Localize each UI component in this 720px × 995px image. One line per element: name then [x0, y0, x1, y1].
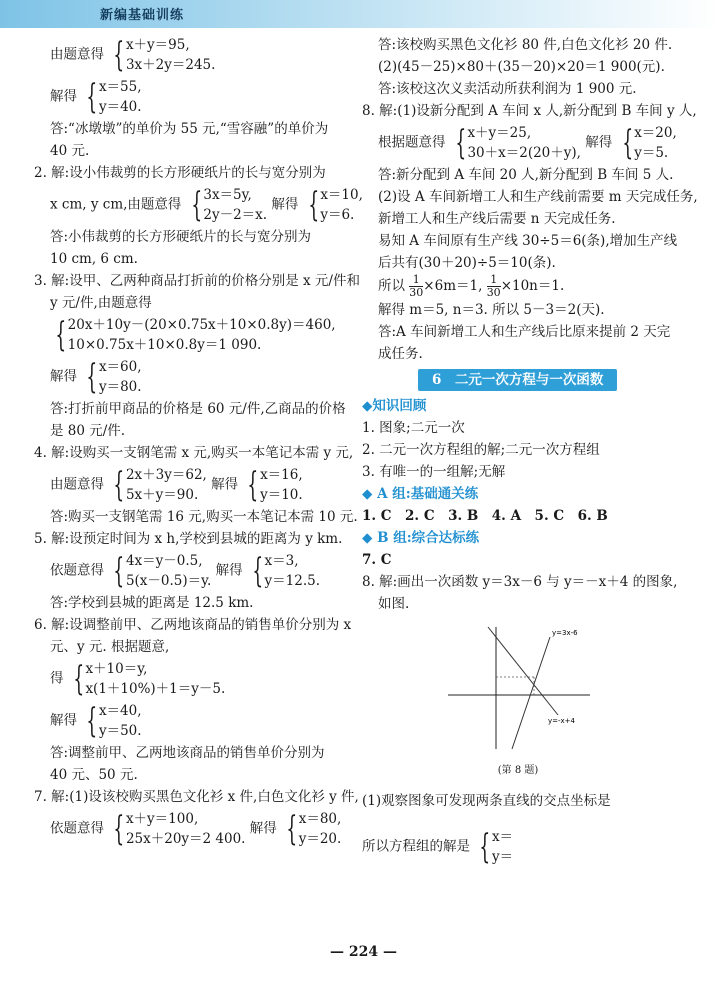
eq: y＝: [491, 849, 514, 865]
text: ×6m＝1,: [423, 278, 483, 294]
question-3: 3. 解:设甲、乙两种商品打折前的价格分别是 x 元/件和: [34, 273, 360, 289]
answer: 40 元.: [50, 143, 90, 159]
equation-system: { x＝60, y＝80.: [86, 357, 142, 397]
answer: 答:学校到县城的距离是 12.5 km.: [50, 595, 254, 611]
text: 所以方程组的解是: [362, 838, 470, 855]
text: 3. 有唯一的一组解;无解: [362, 464, 506, 480]
text: 2. 二元一次方程组的解;二元一次方程组: [362, 442, 600, 458]
answer: 答:调整前甲、乙两地该商品的销售单价分别为: [50, 745, 325, 761]
line-label: y=3x-6: [552, 629, 578, 637]
eq: 20x＋10y－(20×0.75x＋10×0.8y)＝460,: [67, 317, 336, 333]
eq: 3x＋2y＝245.: [125, 57, 216, 73]
question-5: 5. 解:设预定时间为 x h,学校到县城的距离为 y km.: [34, 531, 343, 547]
text: 解得: [50, 368, 77, 385]
eq: 5x＋y＝90.: [125, 487, 199, 503]
equation-system: { 3x＝5y, 2y－2＝x.: [191, 185, 268, 225]
eq: y＝10.: [260, 487, 303, 503]
equation-system: { x＋y＝100, 25x＋20y＝2 400.: [113, 809, 246, 849]
answer: 答:打折前甲商品的价格是 60 元/件,乙商品的价格: [50, 401, 346, 417]
answers: 1. C 2. C 3. B 4. A 5. C 6. B: [362, 508, 608, 524]
book-title: 新编基础训练: [100, 8, 185, 23]
text: y 元/件,由题意得: [50, 295, 152, 311]
answer: 10 cm, 6 cm.: [50, 251, 138, 267]
denominator: 30: [409, 286, 424, 299]
right-column: [362, 34, 698, 868]
eq: x＝40,: [98, 703, 142, 719]
text: 由题意得: [50, 46, 104, 63]
answer: 答:新分配到 A 车间 20 人,新分配到 B 车间 5 人.: [378, 167, 674, 183]
text: 新增工人和生产线后需要 n 天完成任务.: [378, 211, 616, 227]
text: 易知 A 车间原有生产线 30÷5＝6(条),增加生产线: [378, 233, 678, 249]
eq: x＝16,: [260, 467, 303, 483]
eq: y＝80.: [98, 379, 142, 395]
text: 解得 m＝5, n＝3. 所以 5－3＝2(天).: [378, 302, 605, 318]
eq: x(1＋10%)＋1＝y－5.: [85, 681, 226, 697]
answers: 7. C: [362, 552, 392, 568]
equation-system: { x＝40, y＝50.: [86, 701, 142, 741]
eq: x＝3,: [264, 553, 299, 569]
text: 得: [50, 670, 64, 687]
answer: 答:该校购买黑色文化衫 80 件,白色文化衫 20 件.: [378, 37, 673, 53]
denominator: 30: [486, 286, 501, 299]
equation-system: { x＝20, y＝5.: [621, 123, 677, 163]
eq: 2y－2＝x.: [203, 207, 268, 223]
question-7: 7. 解:(1)设该校购买黑色文化衫 x 件,白色文化衫 y 件,: [34, 789, 359, 805]
subhead: ◆知识回顾: [362, 398, 427, 414]
eq: y＝5.: [634, 145, 669, 161]
line-y-neg-x-4: [488, 627, 558, 715]
eq: x＝55,: [98, 79, 142, 95]
fraction: [409, 274, 423, 299]
text: 依题意得: [50, 820, 104, 837]
eq: y＝6.: [320, 207, 355, 223]
text: 解得: [50, 712, 77, 729]
eq: 2x＋3y＝62,: [125, 467, 207, 483]
equation-system: { x＝80, y＝20.: [286, 809, 342, 849]
text: ×10n＝1.: [500, 278, 565, 294]
text: (2)(45－25)×80＋(35－20)×20＝1 900(元).: [378, 59, 665, 75]
text: 所以: [378, 278, 405, 294]
equation-system: { x＋y＝95, 3x＋2y＝245.: [113, 35, 216, 75]
answer: 答:“冰墩墩”的单价为 55 元,“雪容融”的单价为: [50, 121, 329, 137]
subhead: ◆ A 组:基础通关练: [362, 486, 479, 502]
text: 解得: [585, 134, 613, 151]
left-column: [34, 34, 363, 850]
eq: x＋y＝95,: [125, 37, 190, 53]
eq: 5(x－0.5)＝y.: [125, 573, 212, 589]
eq: y＝50.: [98, 723, 142, 739]
equation-system: { 4x＝y－0.5, 5(x－0.5)＝y.: [113, 551, 212, 591]
equation-system: { x＝10, y＝6.: [308, 185, 363, 225]
text: 元、y 元. 根据题意,: [50, 639, 170, 655]
eq: x＝60,: [98, 359, 142, 375]
header-banner: [0, 0, 720, 28]
text: 解得: [271, 196, 299, 213]
question-6: 6. 解:设调整前甲、乙两地该商品的销售单价分别为 x: [34, 617, 352, 633]
text: 后共有(30＋20)÷5＝10(条).: [378, 255, 556, 271]
eq: x＝10,: [320, 187, 363, 203]
text: 8. 解:画出一次函数 y＝3x－6 与 y＝－x＋4 的图象,: [362, 574, 678, 590]
text: 解得: [211, 476, 239, 493]
page-number: — 224 —: [330, 944, 397, 960]
eq: x＋10＝y,: [85, 661, 148, 677]
eq: x＝20,: [634, 125, 677, 141]
eq: x＝80,: [298, 811, 342, 827]
line-y-3x-6: [512, 637, 550, 749]
eq: y＝12.5.: [264, 573, 320, 589]
question-4: 4. 解:设购买一支钢笔需 x 元,购买一本笔记本需 y 元,: [34, 445, 354, 461]
answer: 40 元、50 元.: [50, 767, 138, 783]
eq: x＝: [491, 829, 514, 845]
numerator: 1: [487, 274, 501, 287]
eq: 30＋x＝2(20＋y),: [467, 145, 581, 161]
eq: 10×0.75x＋10×0.8y＝1 090.: [67, 337, 262, 353]
question-2: 2. 解:设小伟裁剪的长方形硬纸片的长与宽分别为: [34, 165, 326, 181]
eq: y＝20.: [298, 831, 342, 847]
equation-system: { x＝ y＝: [479, 827, 514, 867]
text: 根据题意得: [378, 134, 446, 151]
text: 1. 图象;二元一次: [362, 420, 465, 436]
text: (1)观察图象可发现两条直线的交点坐标是: [362, 793, 611, 809]
answer: 答:购买一支钢笔需 16 元,购买一本笔记本需 10 元.: [50, 509, 358, 525]
eq: x＋y＝25,: [467, 125, 532, 141]
text: 如图.: [378, 596, 410, 612]
eq: y＝40.: [98, 99, 142, 115]
text: x cm, y cm,由题意得: [50, 196, 182, 213]
figure-caption: (第 8 题): [497, 765, 539, 776]
numerator: 1: [409, 274, 423, 287]
fraction: [487, 274, 501, 299]
eq: x＋y＝100,: [125, 811, 199, 827]
eq: 3x＝5y,: [203, 187, 252, 203]
subhead: ◆ B 组:综合达标练: [362, 530, 480, 546]
text: 解得: [50, 88, 77, 105]
equation-system: { x＝55, y＝40.: [86, 77, 142, 117]
section-title: 6 二元一次方程与一次函数: [418, 369, 617, 391]
answer: 是 80 元/件.: [50, 423, 126, 439]
answer: 答:A 车间新增工人和生产线后比原来提前 2 天完: [378, 324, 671, 340]
text: 由题意得: [50, 476, 104, 493]
answer: 成任务.: [378, 346, 423, 362]
question-8: 8. 解:(1)设新分配到 A 车间 x 人,新分配到 B 车间 y 人,: [362, 103, 697, 119]
equation-system: { 2x＋3y＝62, 5x＋y＝90.: [113, 465, 207, 505]
text: 解得: [249, 820, 277, 837]
eq: 4x＝y－0.5,: [125, 553, 203, 569]
line-label: y=-x+4: [548, 717, 575, 725]
function-graph: [438, 623, 598, 753]
equation-system: { 20x＋10y－(20×0.75x＋10×0.8y)＝460, 10×0.75x＋10×0.8y＝1 090.: [55, 315, 336, 355]
equation-system: { x＝3, y＝12.5.: [252, 551, 320, 591]
eq: 25x＋20y＝2 400.: [125, 831, 246, 847]
answer: 答:小伟裁剪的长方形硬纸片的长与宽分别为: [50, 229, 312, 245]
text: (2)设 A 车间新增工人和生产线前需要 m 天完成任务,: [378, 189, 698, 205]
text: 依题意得: [50, 562, 104, 579]
answer: 答:该校这次义卖活动所获利润为 1 900 元.: [378, 81, 637, 97]
text: 解得: [215, 562, 243, 579]
equation-system: { x＋10＝y, x(1＋10%)＋1＝y－5.: [73, 659, 226, 699]
equation-system: { x＋y＝25, 30＋x＝2(20＋y),: [455, 123, 581, 163]
equation-system: { x＝16, y＝10.: [247, 465, 303, 505]
